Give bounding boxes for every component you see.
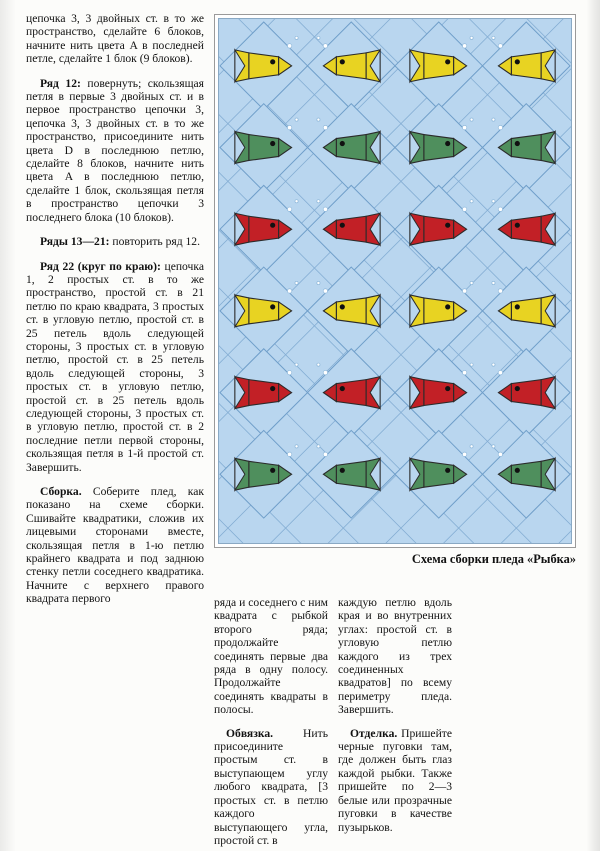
paragraph-text: каждую петлю вдоль края и во внутренних углах: простой ст. в угловую петлю каждого из трех соединенных квадратов] по всему периметру пледа. Завершить. xyxy=(338,596,452,717)
diagram-caption: Схема сборки пледа «Рыбка» xyxy=(411,552,576,566)
paragraph-row22 xyxy=(26,260,204,475)
page-right-shadow xyxy=(586,0,600,851)
paragraph-rows13-21 xyxy=(26,235,204,248)
paragraph-text: Соберите плед, как показано на схеме сборки. Сшивайте квадратики, сложив их лицевыми сторонами вместе, скользящая петля в 1-ю петлю крайнего квадрата и под заднюю стенку петли соседнего квадратика. Начните с верхнего правого квадрата первого xyxy=(26,485,204,606)
bottom-column-2 xyxy=(338,596,452,847)
paragraph-text: цепочка 1, 2 простых ст. в то же пространство, простой ст. в 21 петлю по краю квадрата, 3 простых ст. в угловую петлю, простой ст. в 25 петель вдоль следующей стороны, 3 простых ст. в угловую петлю, простой ст. в 25 петель вдоль следующей стороны, 3 простых ст. в угловую петлю, простой ст. в 25 петель вдоль следующей стороны, 3 простых ст. в угловую петлю, простой ст. в 2 последние петли первой стороны, скользящая петля в 1-й простой ст. Завершить. xyxy=(26,259,204,474)
paragraph-text: цепочка 3, 3 двойных ст. в то же пространство, сделайте 6 блоков, начните нить цвета A в последней петле, сделайте 1 блок (9 блоков). xyxy=(26,12,204,66)
paragraph-row12 xyxy=(26,77,204,224)
paragraph-continued xyxy=(214,596,328,717)
bottom-column-1 xyxy=(214,596,328,847)
paragraph-text: ряда и соседнего с ним квадрата с рыбкой второго ряда; продолжайте соединять первые два ряда в одну полосу. Продолжайте соединять квадраты в полосы. xyxy=(214,596,328,717)
paragraph-text: Пришейте черные пуговки там, где должен быть глаз каждой рыбки. Также пришейте по 2—3 белые или прозрачные пуговки в качестве пузырьков. xyxy=(338,726,452,834)
bottom-column-3-spacer xyxy=(462,596,576,847)
assembly-diagram xyxy=(214,14,576,548)
paragraph-assembly xyxy=(26,485,204,606)
paragraph-text: повернуть; скользящая петля в первые 3 двойных ст. и в первое пространство цепочки 3, цепочка 3, 3 двойных ст. в то же пространство, присоедините нить цвета D в последнюю петлю, сделайте 8 блоков, начните нить цвета A в последнюю петлю, сделайте 1 блок, скользящая петля в пространство цепочки 3 последнего блока (10 блоков). xyxy=(26,76,205,224)
paragraph-edging xyxy=(214,727,328,848)
bottom-text-columns xyxy=(214,596,576,847)
paragraph-finishing xyxy=(338,727,452,834)
paragraph-label: Сборка. xyxy=(40,485,82,498)
paragraph-label: Обвязка. xyxy=(226,726,274,740)
paragraph-text: повторить ряд 12. xyxy=(109,235,200,249)
paragraph-continued xyxy=(338,596,452,717)
diagram-canvas xyxy=(218,18,572,544)
paragraph-row11 xyxy=(26,12,204,66)
left-text-column xyxy=(26,12,204,606)
paragraph-label: Ряды 13—21: xyxy=(40,235,110,249)
paragraph-label: Отделка. xyxy=(350,726,398,740)
fish-blanket-svg xyxy=(218,18,572,544)
page-left-shadow xyxy=(0,0,16,851)
paragraph-label: Ряд 12: xyxy=(40,76,81,90)
paragraph-label: Ряд 22 (круг по краю): xyxy=(40,259,161,273)
paragraph-text: Нить присоедините простым ст. в выступающем углу любого квадрата, [3 простых ст. в петлю каждого выступающего угла, простой ст. в xyxy=(214,726,328,847)
